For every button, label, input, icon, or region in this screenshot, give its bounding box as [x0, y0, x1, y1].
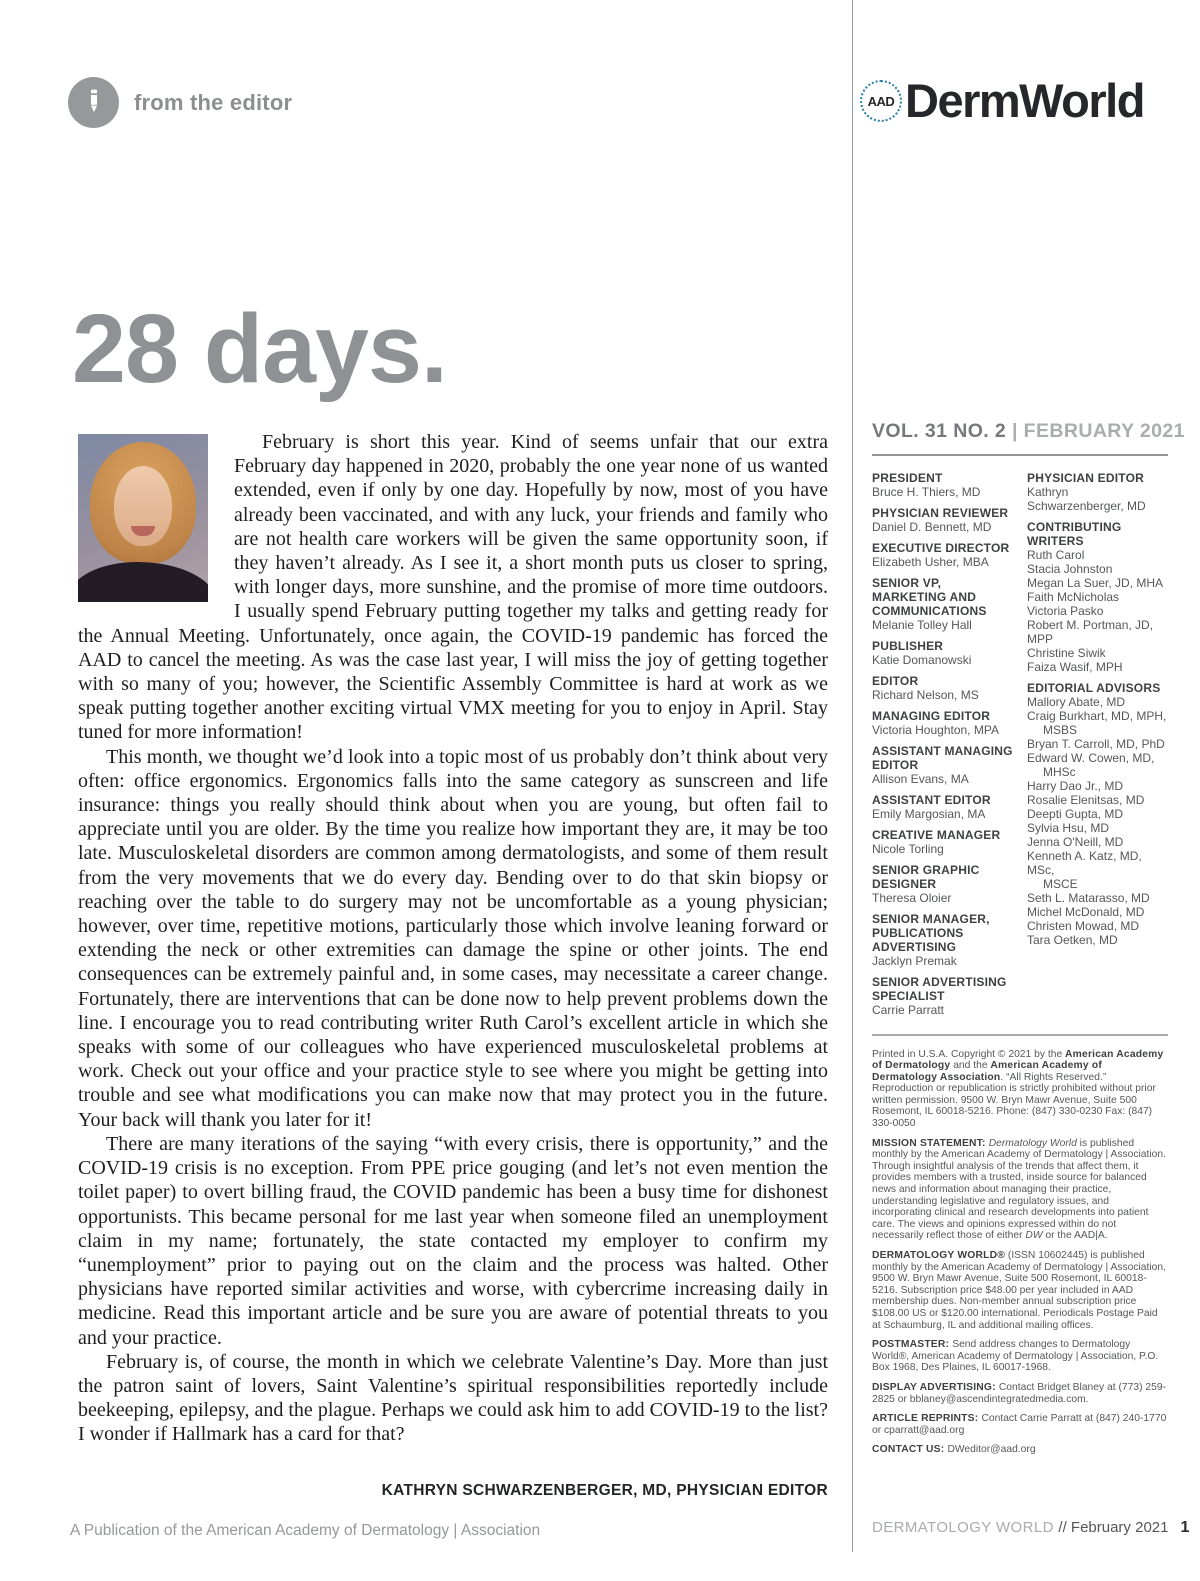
- legal-paragraph: CONTACT US: DWeditor@aad.org: [872, 1444, 1036, 1456]
- page-footer: [872, 1519, 1190, 1537]
- masthead-name: Carrie Parratt: [872, 1003, 945, 1017]
- masthead-role: SENIOR VP, MARKETING AND COMMUNICATIONS: [872, 576, 987, 618]
- masthead-role: EXECUTIVE DIRECTOR: [872, 541, 1010, 555]
- masthead-name: Jacklyn Premak: [872, 954, 957, 968]
- masthead-role: CREATIVE MANAGER: [872, 828, 1001, 842]
- masthead-role: SENIOR MANAGER, PUBLICATIONS ADVERTISING: [872, 912, 990, 954]
- article-paragraph: This month, we thought we’d look into a topic most of us probably don’t think about very often: office ergonomics. Ergonomics falls into the same category as sunscreen and life insurance: things you really should think about when you are young, but often fail to appreciate until you are older. By the time you realize how important they are, it may be too late. Musculoskeletal disorders are common among dermatologists, and some of them result from the very movements that we do every day. Bending over to do that skin biopsy or reaching over the table to do surgery may not be uncomfortable as a young physician; however, over time, repetitive motions, particularly those which involve leaning forward or extending the neck or other extremities can damage the spine or other joints. The end consequences can be extremely painful and, in some cases, may necessitate a career change. Fortunately, there are interventions that can be done now to help prevent problems down the line. I encourage you to read contributing writer Ruth Carol’s excellent article in which she speaks with some of our colleagues who have experienced musculoskeletal problems at work. Check out your office and your practice style to see where you might be getting into trouble and see what modifications you can make now that may protect you in the future. Your back will thank you later for it!: [78, 745, 828, 1131]
- masthead-role: SENIOR GRAPHIC DESIGNER: [872, 863, 980, 891]
- masthead-name: MSCE: [1043, 877, 1078, 891]
- article-paragraph: February is, of course, the month in which we celebrate Valentine’s Day. More than just the patron saint of lovers, Saint Valentine’s spiritual responsibilities reportedly include beekeeping, epilepsy, and the plague. Perhaps we could ask him to add COVID-19 to the list? I wonder if Hallmark has a card for that?: [78, 1350, 828, 1446]
- legal-paragraph: DISPLAY ADVERTISING: Contact Bridget Blaney at (773) 259-2825 or bblaney@ascendintegratedmedia.com.: [872, 1381, 1166, 1405]
- masthead-entry: [872, 674, 1013, 702]
- masthead-role: ASSISTANT EDITOR: [872, 793, 991, 807]
- page-number: 1: [1180, 1519, 1190, 1536]
- masthead-name: Nicole Torling: [872, 842, 944, 856]
- rule: [872, 454, 1168, 456]
- masthead-role: CONTRIBUTING WRITERS: [1027, 520, 1122, 548]
- legal-notices: [872, 1049, 1168, 1456]
- masthead-name: Kenneth A. Katz, MD, MSc,: [1027, 849, 1142, 877]
- masthead-entry: [872, 506, 1013, 534]
- masthead-entry: [1027, 681, 1168, 947]
- masthead-name: Schwarzenberger, MD: [1027, 499, 1146, 513]
- article-paragraph: February is short this year. Kind of seems unfair that our extra February day happened in 2020, probably the one year none of us wanted extended, even if only by one day. Hopefully by now, most of you have already been vaccinated, and with any luck, your friends and family who are not health care workers will be given the same opportunity soon, if they haven’t already. As I see it, a short month puts us closer to spring, with longer days, more sunshine, and the promise of more time outdoors. I usually spend February putting together my talks and getting ready for the Annual Meeting. Unfortunately, once again, the COVID-19 pandemic has forced the AAD to cancel the meeting. As was the case last year, I will miss the joy of getting together with so many of you; however, the Scientific Assembly Committee is hard at work as we speak putting together another exciting virtual VMX meeting for you to enjoy in April. Stay tuned for more information!: [78, 431, 828, 744]
- masthead-column-left: [872, 471, 1013, 1024]
- legal-paragraph: ARTICLE REPRINTS: Contact Carrie Parratt at (847) 240-1770 or cparratt@aad.org: [872, 1413, 1167, 1436]
- masthead-name: Kathryn: [1027, 485, 1069, 499]
- masthead-role: PHYSICIAN EDITOR: [1027, 471, 1144, 485]
- masthead-name: Faiza Wasif, MPH: [1027, 660, 1123, 674]
- masthead-name: Seth L. Matarasso, MD: [1027, 891, 1150, 905]
- masthead-entry: [1027, 520, 1168, 674]
- masthead-names: [872, 688, 1013, 702]
- masthead-name: Mallory Abate, MD: [1027, 695, 1126, 709]
- dermworld-logo: [860, 66, 1144, 137]
- masthead-name: Deepti Gupta, MD: [1027, 807, 1124, 821]
- legal-paragraph: Printed in U.S.A. Copyright © 2021 by the American Academy of Dermatology and the American Academy of Dermatology Association. “All Rights Reserved.” Reproduction or republication is strictly prohibited without prior written permission. 9500 W. Bryn Mawr Avenue, Suite 500 Rosemont, IL 60018-5216. Phone: (847) 330-0230 Fax: (847) 330-0050: [872, 1048, 1164, 1130]
- masthead-name: Sylvia Hsu, MD: [1027, 821, 1110, 835]
- legal-paragraph: MISSION STATEMENT: Dermatology World is published monthly by the American Academy of Dermatology | Association. Through insightful analysis of the trends that affect them, it provides members with a trusted, inside source for balanced news and information about managing their practice, understanding legislative and regulatory issues, and incorporating clinical and research developments into patient care. The views and opinions expressed within do not necessarily reflect those of either DW or the AAD|A.: [872, 1137, 1166, 1242]
- section-badge: [68, 77, 292, 128]
- masthead-names: [872, 618, 1013, 632]
- masthead-name: MHSc: [1043, 765, 1076, 779]
- section-title: from the editor: [134, 89, 293, 115]
- masthead-entry: [872, 863, 1013, 905]
- masthead-name: Robert M. Portman, JD, MPP: [1027, 618, 1154, 646]
- masthead-name: Edward W. Cowen, MD,: [1027, 751, 1155, 765]
- masthead-name: Tara Oetken, MD: [1027, 933, 1118, 947]
- masthead-names: [872, 555, 1013, 569]
- publication-credit: A Publication of the American Academy of Dermatology | Association: [70, 1522, 541, 1539]
- masthead-name: Faith McNicholas: [1027, 590, 1120, 604]
- masthead-name: Harry Dao Jr., MD: [1027, 779, 1124, 793]
- masthead-entry: [872, 975, 1013, 1017]
- author-signature: KATHRYN SCHWARZENBERGER, MD, PHYSICIAN EDITOR: [381, 1482, 828, 1499]
- masthead: [872, 471, 1168, 1024]
- masthead-name: Stacia Johnston: [1027, 562, 1113, 576]
- legal-paragraph: POSTMASTER: Send address changes to Dermatology World®, American Academy of Dermatology | Association, P.O. Box 1968, Des Plaines, IL 60017-1968.: [872, 1339, 1159, 1374]
- masthead-names: [1027, 695, 1168, 947]
- masthead-name: Allison Evans, MA: [872, 772, 969, 786]
- masthead-name: Rosalie Elenitsas, MD: [1027, 793, 1145, 807]
- masthead-names: [872, 772, 1013, 786]
- footer-magazine-name: DERMATOLOGY WORLD: [872, 1519, 1059, 1536]
- masthead-entry: [872, 744, 1013, 786]
- masthead-names: [872, 1003, 1013, 1017]
- masthead-entry: [872, 793, 1013, 821]
- masthead-name: Melanie Tolley Hall: [872, 618, 972, 632]
- masthead-entry: [872, 709, 1013, 737]
- masthead-role: EDITORIAL ADVISORS: [1027, 681, 1161, 695]
- masthead-name: Bryan T. Carroll, MD, PhD: [1027, 737, 1165, 751]
- rule: [872, 1034, 1168, 1036]
- portrait-photo: [78, 434, 208, 602]
- masthead-name: Emily Margosian, MA: [872, 807, 986, 821]
- masthead-name: Daniel D. Bennett, MD: [872, 520, 992, 534]
- masthead-entry: [1027, 471, 1168, 513]
- article-paragraph: There are many iterations of the saying “with every crisis, there is opportunity,” and the COVID-19 crisis is no exception. From PPE price gouging (and let’s not even mention the toilet paper) to overt billing fraud, the COVID pandemic has been a busy time for dishonest opportunists. This became personal for me last year when someone filed an unemployment claim in my name; fortunately, the state contacted my employer to confirm my “unemployment” prior to paying out on the claim and the process was halted. Other physicians have reported similar activities and worse, with cybercrime increasing daily in medicine. Read this important article and be sure you are aware of potential threats to you and your practice.: [78, 1132, 828, 1349]
- masthead-names: [872, 954, 1013, 968]
- aad-monogram-icon: AAD: [860, 80, 902, 122]
- volume-number: VOL. 31 NO. 2: [872, 420, 1012, 442]
- masthead-name: Victoria Pasko: [1027, 604, 1104, 618]
- masthead-role: MANAGING EDITOR: [872, 709, 991, 723]
- masthead-entry: [872, 639, 1013, 667]
- masthead-entry: [872, 471, 1013, 499]
- masthead-sidebar: [872, 420, 1185, 1464]
- masthead-entry: [872, 541, 1013, 569]
- masthead-name: Christine Siwik: [1027, 646, 1106, 660]
- page-title: 28 days.: [72, 294, 447, 403]
- masthead-names: [872, 842, 1013, 856]
- masthead-role: ASSISTANT MANAGING EDITOR: [872, 744, 1013, 772]
- masthead-name: Craig Burkhart, MD, MPH,: [1027, 709, 1167, 723]
- masthead-names: [872, 653, 1013, 667]
- column-divider: [852, 0, 853, 1552]
- masthead-name: MSBS: [1043, 723, 1078, 737]
- issue-date: | FEBRUARY 2021: [1011, 420, 1185, 442]
- masthead-name: Ruth Carol: [1027, 548, 1085, 562]
- masthead-name: Megan La Suer, JD, MHA: [1027, 576, 1164, 590]
- pencil-icon: [68, 77, 119, 128]
- masthead-name: Christen Mowad, MD: [1027, 919, 1140, 933]
- masthead-name: Bruce H. Thiers, MD: [872, 485, 981, 499]
- masthead-name: Richard Nelson, MS: [872, 688, 979, 702]
- masthead-names: [1027, 548, 1168, 674]
- masthead-entry: [872, 828, 1013, 856]
- masthead-names: [872, 520, 1013, 534]
- footer-issue: // February 2021: [1058, 1519, 1169, 1536]
- masthead-name: Elizabeth Usher, MBA: [872, 555, 989, 569]
- masthead-role: PHYSICIAN REVIEWER: [872, 506, 1009, 520]
- masthead-entry: [872, 576, 1013, 632]
- masthead-name: Theresa Oloier: [872, 891, 952, 905]
- masthead-role: EDITOR: [872, 674, 919, 688]
- masthead-names: [872, 807, 1013, 821]
- masthead-names: [1027, 485, 1168, 513]
- masthead-entry: [872, 912, 1013, 968]
- masthead-column-right: [1027, 471, 1168, 1024]
- masthead-names: [872, 485, 1013, 499]
- masthead-names: [872, 723, 1013, 737]
- masthead-name: Victoria Houghton, MPA: [872, 723, 999, 737]
- legal-paragraph: DERMATOLOGY WORLD® (ISSN 10602445) is published monthly by the American Academy of Dermatology | Association, 9500 W. Bryn Mawr Avenue, Suite 500 Rosemont, IL 60018-5216. Subscription price $48.00 per year included in AAD membership dues. Non-member annual subscription price $108.00 US or $120.00 international. Periodicals Postage Paid at Schaumburg, IL and additional mailing offices.: [872, 1250, 1166, 1331]
- masthead-role: PRESIDENT: [872, 471, 943, 485]
- editorial-article: [78, 430, 828, 1447]
- masthead-role: SENIOR ADVERTISING SPECIALIST: [872, 975, 1007, 1003]
- masthead-role: PUBLISHER: [872, 639, 944, 653]
- portrait-shoulders: [78, 562, 208, 602]
- volume-line: [872, 420, 1185, 443]
- masthead-name: Jenna O'Neill, MD: [1027, 835, 1124, 849]
- masthead-names: [872, 891, 1013, 905]
- masthead-name: Michel McDonald, MD: [1027, 905, 1145, 919]
- masthead-name: Katie Domanowski: [872, 653, 972, 667]
- logo-wordmark: DermWorld: [905, 74, 1144, 127]
